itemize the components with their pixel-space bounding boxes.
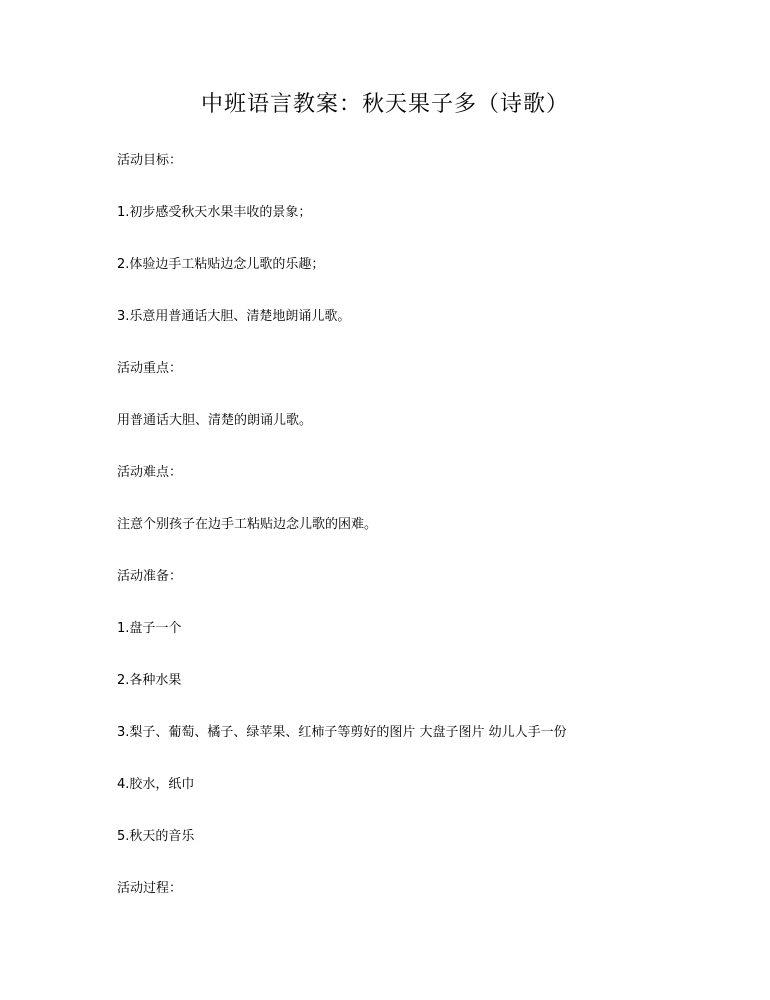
line-number: 3. [117,309,130,324]
preparation-item [117,670,717,722]
difficulty-text [117,514,717,566]
preparation-item [117,826,717,878]
line-text: 注意个别孩子在边手工粘贴边念儿歌的困难。 [117,517,378,532]
section-heading-preparation [117,566,717,618]
section-heading-goals [117,150,717,202]
line-text: 秋天的音乐 [129,829,195,844]
line-number: 5. [117,829,130,844]
preparation-item [117,774,717,826]
section-heading-focus [117,358,717,410]
line-number: 1. [117,205,130,220]
document-title: 中班语言教案：秋天果子多（诗歌） [200,92,569,117]
preparation-item [117,618,717,670]
line-text: 胶水，纸巾 [129,777,195,792]
line-text: 初步感受秋天水果丰收的景象； [129,205,312,220]
line-text: 体验边手工粘贴边念儿歌的乐趣； [129,257,325,272]
section-heading-process [117,878,717,930]
line-text: 乐意用普通话大胆、清楚地朗诵儿歌。 [129,309,351,324]
line-number: 2. [117,257,130,272]
line-text: 活动重点： [117,361,183,376]
line-text: 活动难点： [117,465,183,480]
line-text: 用普通话大胆、清楚的朗诵儿歌。 [117,413,313,428]
line-text: 活动准备： [117,569,183,584]
line-number: 2. [117,673,130,688]
goal-item [117,254,717,306]
goal-item [117,306,717,358]
line-text: 梨子、葡萄、橘子、绿苹果、红柿子等剪好的图片 大盘子图片 幼儿人手一份 [129,725,567,740]
focus-text [117,410,717,462]
line-number: 1. [117,621,130,636]
document-body [117,150,717,930]
preparation-item [117,722,717,774]
section-heading-difficulty [117,462,717,514]
line-text: 活动目标： [117,153,183,168]
line-text: 活动过程： [117,881,183,896]
line-number: 3. [117,725,130,740]
goal-item [117,202,717,254]
line-text: 盘子一个 [129,621,182,636]
line-text: 各种水果 [129,673,182,688]
line-number: 4. [117,777,130,792]
